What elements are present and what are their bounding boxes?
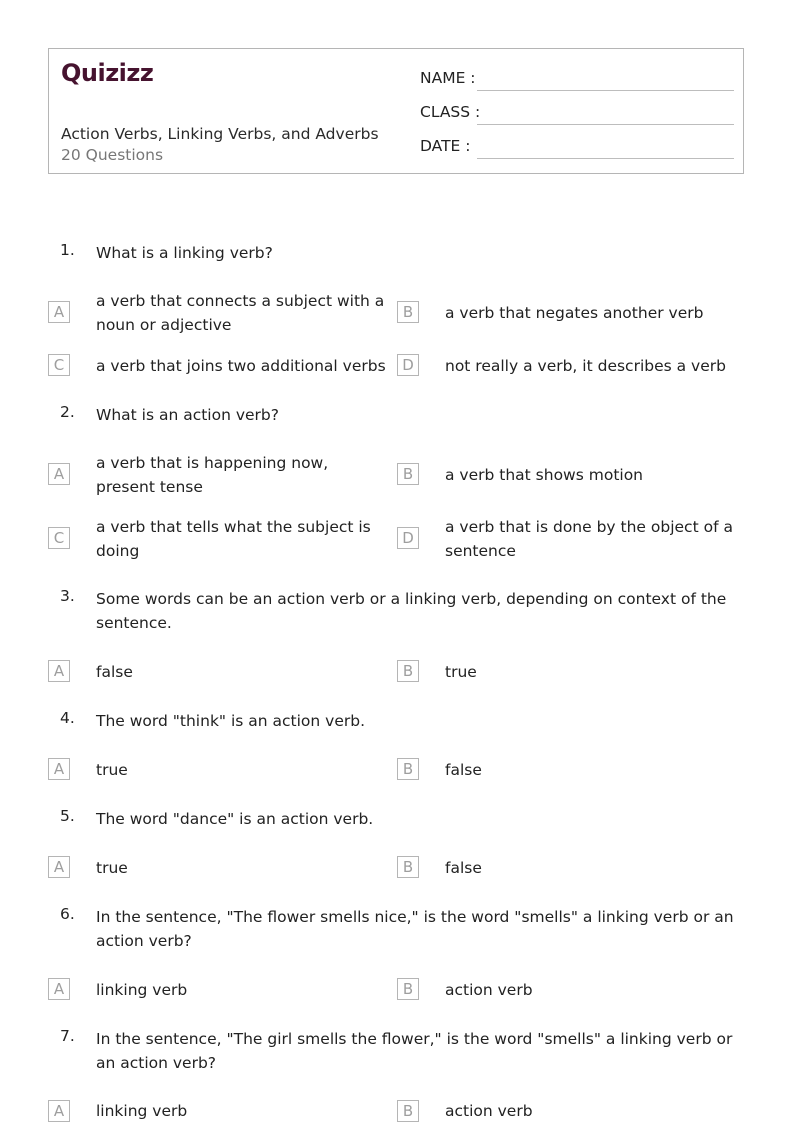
option-letter-box: B: [397, 660, 419, 682]
option-text: true: [96, 859, 128, 877]
name-line: [477, 90, 734, 91]
option-text: true: [96, 761, 128, 779]
question-number: 6.: [60, 905, 75, 923]
question-number: 5.: [60, 807, 75, 825]
class-field: [420, 103, 734, 125]
option-letter-box: A: [48, 1100, 70, 1122]
question-number: 4.: [60, 709, 75, 727]
option-letter-box: D: [397, 354, 419, 376]
option-letter-box: C: [48, 527, 70, 549]
option-text: a verb that negates another verb: [445, 304, 704, 322]
option-letter-box: A: [48, 463, 70, 485]
option-text: a verb that joins two additional verbs: [96, 357, 386, 375]
question-text: In the sentence, "The flower smells nice," is the word "smells" a linking verb or an action verb?: [96, 908, 734, 950]
date-label: DATE :: [420, 137, 471, 155]
option-text: a verb that is happening now, present tense: [96, 454, 329, 496]
option-text: true: [445, 663, 477, 681]
question-number: 1.: [60, 241, 75, 259]
option-text: false: [445, 859, 482, 877]
worksheet-header: [48, 48, 744, 174]
option-text: action verb: [445, 981, 533, 999]
question-text: What is an action verb?: [96, 406, 279, 424]
question-text: Some words can be an action verb or a linking verb, depending on context of the sentence.: [96, 590, 727, 632]
option-letter-box: B: [397, 758, 419, 780]
question-number: 3.: [60, 587, 75, 605]
date-line: [477, 158, 734, 159]
question-text: What is a linking verb?: [96, 244, 273, 262]
option-text: linking verb: [96, 1102, 188, 1120]
option-text: a verb that is done by the object of a sentence: [445, 518, 733, 560]
option-letter-box: B: [397, 463, 419, 485]
option-letter-box: A: [48, 660, 70, 682]
option-letter-box: B: [397, 978, 419, 1000]
option-letter-box: B: [397, 856, 419, 878]
option-letter-box: D: [397, 527, 419, 549]
option-text: a verb that tells what the subject is doing: [96, 518, 371, 560]
question-number: 2.: [60, 403, 75, 421]
option-text: not really a verb, it describes a verb: [445, 357, 726, 375]
option-letter-box: C: [48, 354, 70, 376]
option-letter-box: B: [397, 1100, 419, 1122]
quizizz-logo: Quizizz: [61, 59, 154, 87]
option-text: false: [96, 663, 133, 681]
name-field: [420, 69, 734, 91]
question-text: The word "dance" is an action verb.: [96, 810, 374, 828]
option-letter-box: A: [48, 856, 70, 878]
option-text: a verb that connects a subject with a noun or adjective: [96, 292, 385, 334]
question-text: The word "think" is an action verb.: [96, 712, 366, 730]
option-letter-box: A: [48, 758, 70, 780]
option-text: linking verb: [96, 981, 188, 999]
date-field: [420, 137, 734, 159]
class-label: CLASS :: [420, 103, 481, 121]
name-label: NAME :: [420, 69, 476, 87]
option-text: false: [445, 761, 482, 779]
option-letter-box: A: [48, 978, 70, 1000]
option-letter-box: B: [397, 301, 419, 323]
option-letter-box: A: [48, 301, 70, 323]
option-text: action verb: [445, 1102, 533, 1120]
question-text: In the sentence, "The girl smells the flower," is the word "smells" a linking verb or an action verb?: [96, 1030, 733, 1072]
option-text: a verb that shows motion: [445, 466, 644, 484]
question-number: 7.: [60, 1027, 75, 1045]
worksheet-title: Action Verbs, Linking Verbs, and Adverbs: [61, 125, 379, 143]
question-count: 20 Questions: [61, 146, 164, 164]
class-line: [477, 124, 734, 125]
